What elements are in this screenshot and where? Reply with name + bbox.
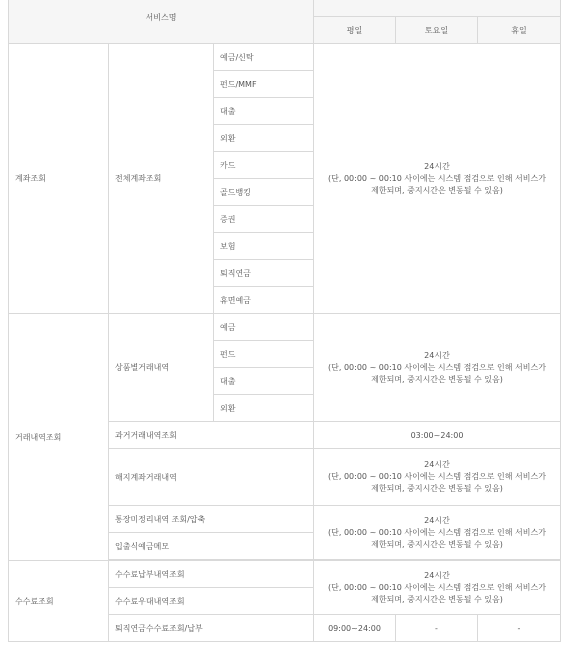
- category-fee-inquiry: 수수료조회: [9, 561, 109, 642]
- pension-saturday-hours: -: [396, 615, 478, 642]
- item-cell: 카드: [214, 152, 314, 179]
- header-service-name: 서비스명: [9, 0, 314, 44]
- item-cell: 펀드: [214, 341, 314, 368]
- service-hours-table: [8, 0, 561, 642]
- hours-note-product-history: 24시간 (단, 00:00 ~ 00:10 사이에는 시스템 점검으로 인해 서비스가 제한되며, 중지시간은 변동될 수 있음): [314, 314, 561, 422]
- past-history-hours: 03:00~24:00: [314, 422, 561, 449]
- past-history-label: 과거거래내역조회: [109, 422, 314, 449]
- table-row: [9, 44, 561, 71]
- item-cell: 퇴직연금: [214, 260, 314, 287]
- hours-note-closed-account: 24시간 (단, 00:00 ~ 00:10 사이에는 시스템 점검으로 인해 서비스가 제한되며, 중지시간은 변동될 수 있음): [314, 449, 561, 506]
- item-cell: 보험: [214, 233, 314, 260]
- item-cell: 외환: [214, 395, 314, 422]
- fee-payment-label: 수수료납부내역조회: [109, 561, 314, 588]
- header-holiday: 휴일: [478, 17, 561, 44]
- category-account-inquiry: 계좌조회: [9, 44, 109, 314]
- item-cell: 예금: [214, 314, 314, 341]
- pension-fee-label: 퇴직연금수수료조회/납부: [109, 615, 314, 642]
- pension-holiday-hours: -: [478, 615, 561, 642]
- item-cell: 예금/신탁: [214, 44, 314, 71]
- fee-discount-label: 수수료우대내역조회: [109, 588, 314, 615]
- hours-note-fee: 24시간 (단, 00:00 ~ 00:10 사이에는 시스템 점검으로 인해 서비스가 제한되며, 중지시간은 변동될 수 있음): [314, 561, 561, 615]
- item-cell: 대출: [214, 368, 314, 395]
- header-weekday: 평일: [314, 17, 396, 44]
- item-cell: 골드뱅킹: [214, 179, 314, 206]
- item-cell: 증권: [214, 206, 314, 233]
- category-transaction-inquiry: 거래내역조회: [9, 314, 109, 561]
- item-cell: 휴면예금: [214, 287, 314, 314]
- table-row: [9, 561, 561, 588]
- pension-weekday-hours: 09:00~24:00: [314, 615, 396, 642]
- item-cell: 대출: [214, 98, 314, 125]
- closed-account-label: 해지계좌거래내역: [109, 449, 314, 506]
- header-saturday: 토요일: [396, 17, 478, 44]
- hours-note-passbook: 24시간 (단, 00:00 ~ 00:10 사이에는 시스템 점검으로 인해 서비스가 제한되며, 중지시간은 변동될 수 있음): [314, 506, 561, 560]
- item-cell: 펀드/MMF: [214, 71, 314, 98]
- passbook-unrecorded-label: 통장미정리내역 조회/압축: [109, 506, 314, 533]
- table-row: [9, 314, 561, 341]
- subcategory-all-accounts: 전체계좌조회: [109, 44, 214, 314]
- deposit-memo-label: 입출식예금메모: [109, 533, 314, 560]
- header-hours-group: [314, 0, 561, 17]
- item-cell: 외환: [214, 125, 314, 152]
- subcategory-product-history: 상품별거래내역: [109, 314, 214, 422]
- hours-note-account: 24시간 (단, 00:00 ~ 00:10 사이에는 시스템 점검으로 인해 서비스가 제한되며, 중지시간은 변동될 수 있음): [314, 44, 561, 314]
